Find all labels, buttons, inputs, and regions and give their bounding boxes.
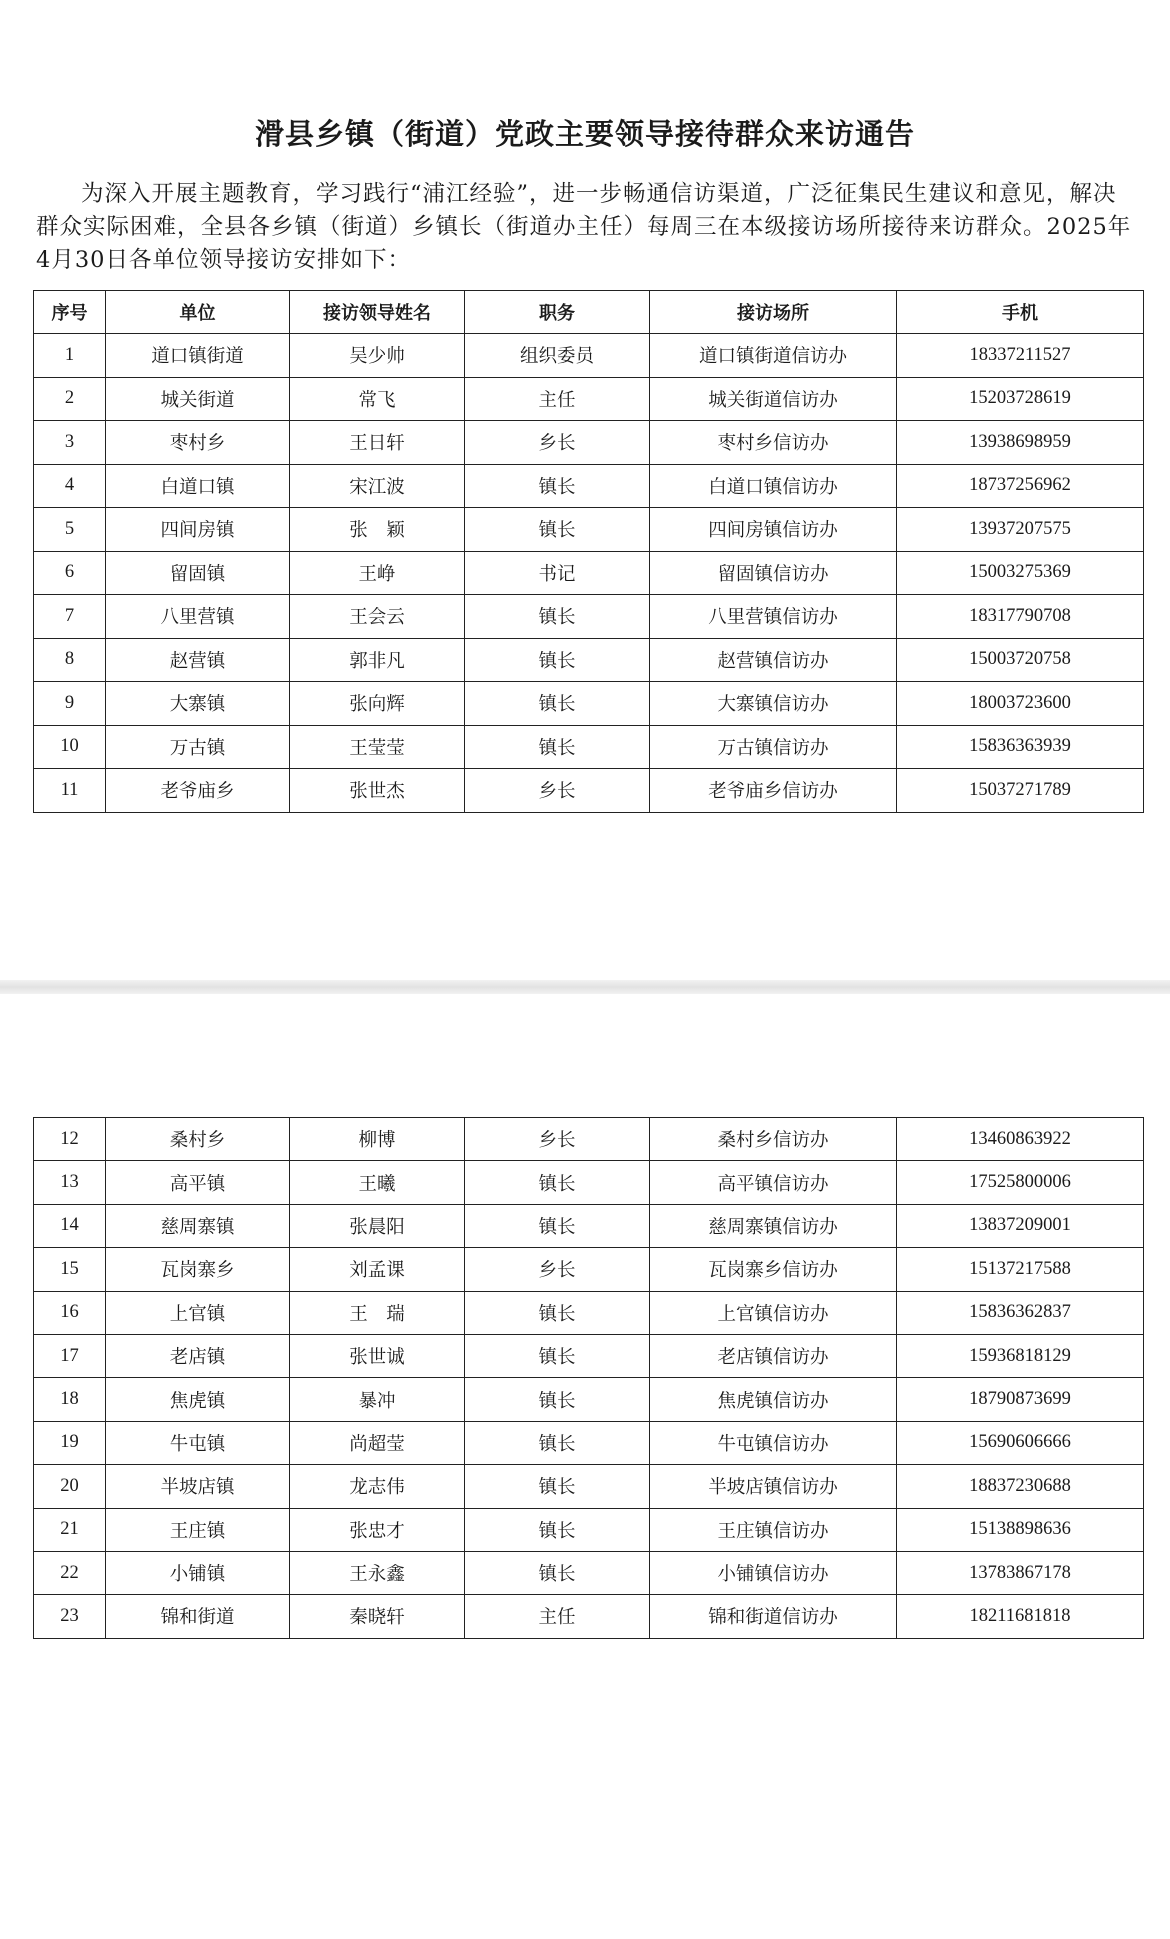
cell-role: 乡长 [465, 769, 650, 813]
cell-unit: 焦虎镇 [106, 1378, 290, 1421]
cell-leader-name: 王莹莹 [290, 725, 465, 769]
cell-no: 12 [34, 1118, 106, 1161]
cell-reception-place: 留固镇信访办 [650, 551, 897, 595]
cell-leader-name: 郭非凡 [290, 638, 465, 682]
cell-reception-place: 高平镇信访办 [650, 1161, 897, 1204]
cell-phone: 18003723600 [897, 682, 1144, 726]
table-row [34, 725, 1144, 769]
cell-leader-name: 秦晓轩 [290, 1595, 465, 1638]
cell-reception-place: 四间房镇信访办 [650, 508, 897, 552]
cell-unit: 白道口镇 [106, 464, 290, 508]
cell-leader-name: 王曦 [290, 1161, 465, 1204]
cell-leader-name: 柳博 [290, 1118, 465, 1161]
cell-role: 主任 [465, 377, 650, 421]
cell-phone: 15936818129 [897, 1334, 1144, 1377]
table-header-row [34, 291, 1144, 334]
cell-unit: 锦和街道 [106, 1595, 290, 1638]
cell-unit: 桑村乡 [106, 1118, 290, 1161]
header-role: 职务 [465, 291, 650, 334]
cell-no: 2 [34, 377, 106, 421]
cell-no: 21 [34, 1508, 106, 1551]
cell-leader-name: 王日轩 [290, 421, 465, 465]
cell-no: 23 [34, 1595, 106, 1638]
cell-phone: 18837230688 [897, 1465, 1144, 1508]
table-row [34, 421, 1144, 465]
table-row [34, 334, 1144, 378]
table-row [34, 1421, 1144, 1464]
table-row [34, 1378, 1144, 1421]
notice-title: 滑县乡镇（街道）党政主要领导接待群众来访通告 [254, 117, 915, 151]
cell-leader-name: 张忠才 [290, 1508, 465, 1551]
cell-phone: 15037271789 [897, 769, 1144, 813]
table-row [34, 464, 1144, 508]
header-place: 接访场所 [650, 291, 897, 334]
cell-role: 镇长 [465, 1508, 650, 1551]
table-row [34, 1334, 1144, 1377]
table-row [34, 1551, 1144, 1594]
cell-reception-place: 枣村乡信访办 [650, 421, 897, 465]
cell-leader-name: 王会云 [290, 595, 465, 639]
cell-no: 16 [34, 1291, 106, 1334]
cell-unit: 半坡店镇 [106, 1465, 290, 1508]
cell-reception-place: 赵营镇信访办 [650, 638, 897, 682]
table-row [34, 508, 1144, 552]
cell-phone: 13460863922 [897, 1118, 1144, 1161]
cell-reception-place: 道口镇街道信访办 [650, 334, 897, 378]
cell-unit: 八里营镇 [106, 595, 290, 639]
cell-no: 3 [34, 421, 106, 465]
table-row [34, 1161, 1144, 1204]
cell-no: 9 [34, 682, 106, 726]
cell-phone: 15137217588 [897, 1248, 1144, 1291]
cell-role: 镇长 [465, 1161, 650, 1204]
cell-phone: 15203728619 [897, 377, 1144, 421]
cell-no: 4 [34, 464, 106, 508]
cell-leader-name: 常飞 [290, 377, 465, 421]
cell-unit: 枣村乡 [106, 421, 290, 465]
cell-unit: 赵营镇 [106, 638, 290, 682]
header-phone: 手机 [897, 291, 1144, 334]
table-row [34, 595, 1144, 639]
table-row [34, 377, 1144, 421]
cell-reception-place: 老店镇信访办 [650, 1334, 897, 1377]
cell-no: 10 [34, 725, 106, 769]
table-row [34, 1291, 1144, 1334]
cell-leader-name: 王峥 [290, 551, 465, 595]
table-row [34, 769, 1144, 813]
cell-role: 乡长 [465, 421, 650, 465]
cell-role: 书记 [465, 551, 650, 595]
cell-phone: 13937207575 [897, 508, 1144, 552]
cell-role: 镇长 [465, 1378, 650, 1421]
cell-phone: 13837209001 [897, 1204, 1144, 1247]
cell-unit: 老爷庙乡 [106, 769, 290, 813]
cell-unit: 瓦岗寨乡 [106, 1248, 290, 1291]
cell-phone: 15836362837 [897, 1291, 1144, 1334]
cell-role: 乡长 [465, 1118, 650, 1161]
cell-role: 镇长 [465, 464, 650, 508]
table-row [34, 1595, 1144, 1638]
header-leader: 接访领导姓名 [290, 291, 465, 334]
table-row [34, 1248, 1144, 1291]
cell-phone: 17525800006 [897, 1161, 1144, 1204]
cell-leader-name: 王永鑫 [290, 1551, 465, 1594]
table-row [34, 1508, 1144, 1551]
cell-phone: 18317790708 [897, 595, 1144, 639]
cell-no: 8 [34, 638, 106, 682]
table-body-part-1 [34, 334, 1144, 813]
cell-leader-name: 吴少帅 [290, 334, 465, 378]
cell-leader-name: 张 颖 [290, 508, 465, 552]
cell-role: 镇长 [465, 1291, 650, 1334]
cell-no: 1 [34, 334, 106, 378]
cell-role: 镇长 [465, 595, 650, 639]
cell-phone: 18790873699 [897, 1378, 1144, 1421]
cell-reception-place: 锦和街道信访办 [650, 1595, 897, 1638]
reception-schedule-table-part-1 [33, 290, 1144, 813]
cell-role: 镇长 [465, 638, 650, 682]
cell-phone: 18337211527 [897, 334, 1144, 378]
cell-leader-name: 张向辉 [290, 682, 465, 726]
header-no: 序号 [34, 291, 106, 334]
page-separator [0, 980, 1170, 994]
cell-reception-place: 老爷庙乡信访办 [650, 769, 897, 813]
reception-schedule-table-part-2 [33, 1117, 1144, 1639]
cell-reception-place: 白道口镇信访办 [650, 464, 897, 508]
cell-leader-name: 宋江波 [290, 464, 465, 508]
cell-role: 镇长 [465, 725, 650, 769]
cell-unit: 四间房镇 [106, 508, 290, 552]
cell-phone: 15003275369 [897, 551, 1144, 595]
cell-no: 5 [34, 508, 106, 552]
cell-no: 11 [34, 769, 106, 813]
cell-unit: 高平镇 [106, 1161, 290, 1204]
cell-leader-name: 张世杰 [290, 769, 465, 813]
cell-phone: 13938698959 [897, 421, 1144, 465]
cell-reception-place: 城关街道信访办 [650, 377, 897, 421]
cell-unit: 牛屯镇 [106, 1421, 290, 1464]
cell-no: 15 [34, 1248, 106, 1291]
cell-leader-name: 暴冲 [290, 1378, 465, 1421]
table-body-part-2 [34, 1118, 1144, 1639]
cell-leader-name: 尚超莹 [290, 1421, 465, 1464]
cell-unit: 城关街道 [106, 377, 290, 421]
cell-reception-place: 半坡店镇信访办 [650, 1465, 897, 1508]
cell-unit: 小铺镇 [106, 1551, 290, 1594]
cell-unit: 道口镇街道 [106, 334, 290, 378]
table-row [34, 1465, 1144, 1508]
cell-role: 镇长 [465, 682, 650, 726]
table-row [34, 638, 1144, 682]
cell-phone: 15836363939 [897, 725, 1144, 769]
cell-role: 镇长 [465, 1204, 650, 1247]
cell-no: 6 [34, 551, 106, 595]
cell-no: 20 [34, 1465, 106, 1508]
table-row [34, 1204, 1144, 1247]
cell-reception-place: 上官镇信访办 [650, 1291, 897, 1334]
cell-leader-name: 张世诚 [290, 1334, 465, 1377]
cell-phone: 18737256962 [897, 464, 1144, 508]
cell-leader-name: 张晨阳 [290, 1204, 465, 1247]
cell-role: 镇长 [465, 1334, 650, 1377]
cell-reception-place: 瓦岗寨乡信访办 [650, 1248, 897, 1291]
cell-role: 镇长 [465, 1465, 650, 1508]
table-row [34, 682, 1144, 726]
cell-reception-place: 万古镇信访办 [650, 725, 897, 769]
cell-reception-place: 牛屯镇信访办 [650, 1421, 897, 1464]
cell-leader-name: 王 瑞 [290, 1291, 465, 1334]
header-unit: 单位 [106, 291, 290, 334]
cell-reception-place: 大寨镇信访办 [650, 682, 897, 726]
cell-no: 7 [34, 595, 106, 639]
cell-unit: 大寨镇 [106, 682, 290, 726]
cell-role: 镇长 [465, 1551, 650, 1594]
cell-unit: 万古镇 [106, 725, 290, 769]
cell-reception-place: 焦虎镇信访办 [650, 1378, 897, 1421]
cell-reception-place: 王庄镇信访办 [650, 1508, 897, 1551]
cell-role: 镇长 [465, 508, 650, 552]
cell-no: 13 [34, 1161, 106, 1204]
cell-reception-place: 八里营镇信访办 [650, 595, 897, 639]
cell-reception-place: 小铺镇信访办 [650, 1551, 897, 1594]
cell-phone: 15003720758 [897, 638, 1144, 682]
cell-unit: 王庄镇 [106, 1508, 290, 1551]
cell-phone: 13783867178 [897, 1551, 1144, 1594]
notice-intro-paragraph: 为深入开展主题教育，学习践行“浦江经验”，进一步畅通信访渠道，广泛征集民生建议和意见，解决群众实际困难，全县各乡镇（街道）乡镇长（街道办主任）每周三在本级接访场所接待来访群众。2025年4月30日各单位领导接访安排如下： [36, 181, 1132, 273]
cell-role: 组织委员 [465, 334, 650, 378]
cell-unit: 留固镇 [106, 551, 290, 595]
table-row [34, 1118, 1144, 1161]
cell-no: 18 [34, 1378, 106, 1421]
cell-unit: 上官镇 [106, 1291, 290, 1334]
cell-phone: 15690606666 [897, 1421, 1144, 1464]
cell-role: 主任 [465, 1595, 650, 1638]
cell-no: 17 [34, 1334, 106, 1377]
cell-unit: 老店镇 [106, 1334, 290, 1377]
cell-no: 14 [34, 1204, 106, 1247]
cell-reception-place: 桑村乡信访办 [650, 1118, 897, 1161]
cell-role: 乡长 [465, 1248, 650, 1291]
cell-phone: 18211681818 [897, 1595, 1144, 1638]
cell-no: 19 [34, 1421, 106, 1464]
cell-no: 22 [34, 1551, 106, 1594]
cell-leader-name: 刘孟课 [290, 1248, 465, 1291]
cell-leader-name: 龙志伟 [290, 1465, 465, 1508]
cell-phone: 15138898636 [897, 1508, 1144, 1551]
cell-reception-place: 慈周寨镇信访办 [650, 1204, 897, 1247]
table-row [34, 551, 1144, 595]
cell-unit: 慈周寨镇 [106, 1204, 290, 1247]
cell-role: 镇长 [465, 1421, 650, 1464]
